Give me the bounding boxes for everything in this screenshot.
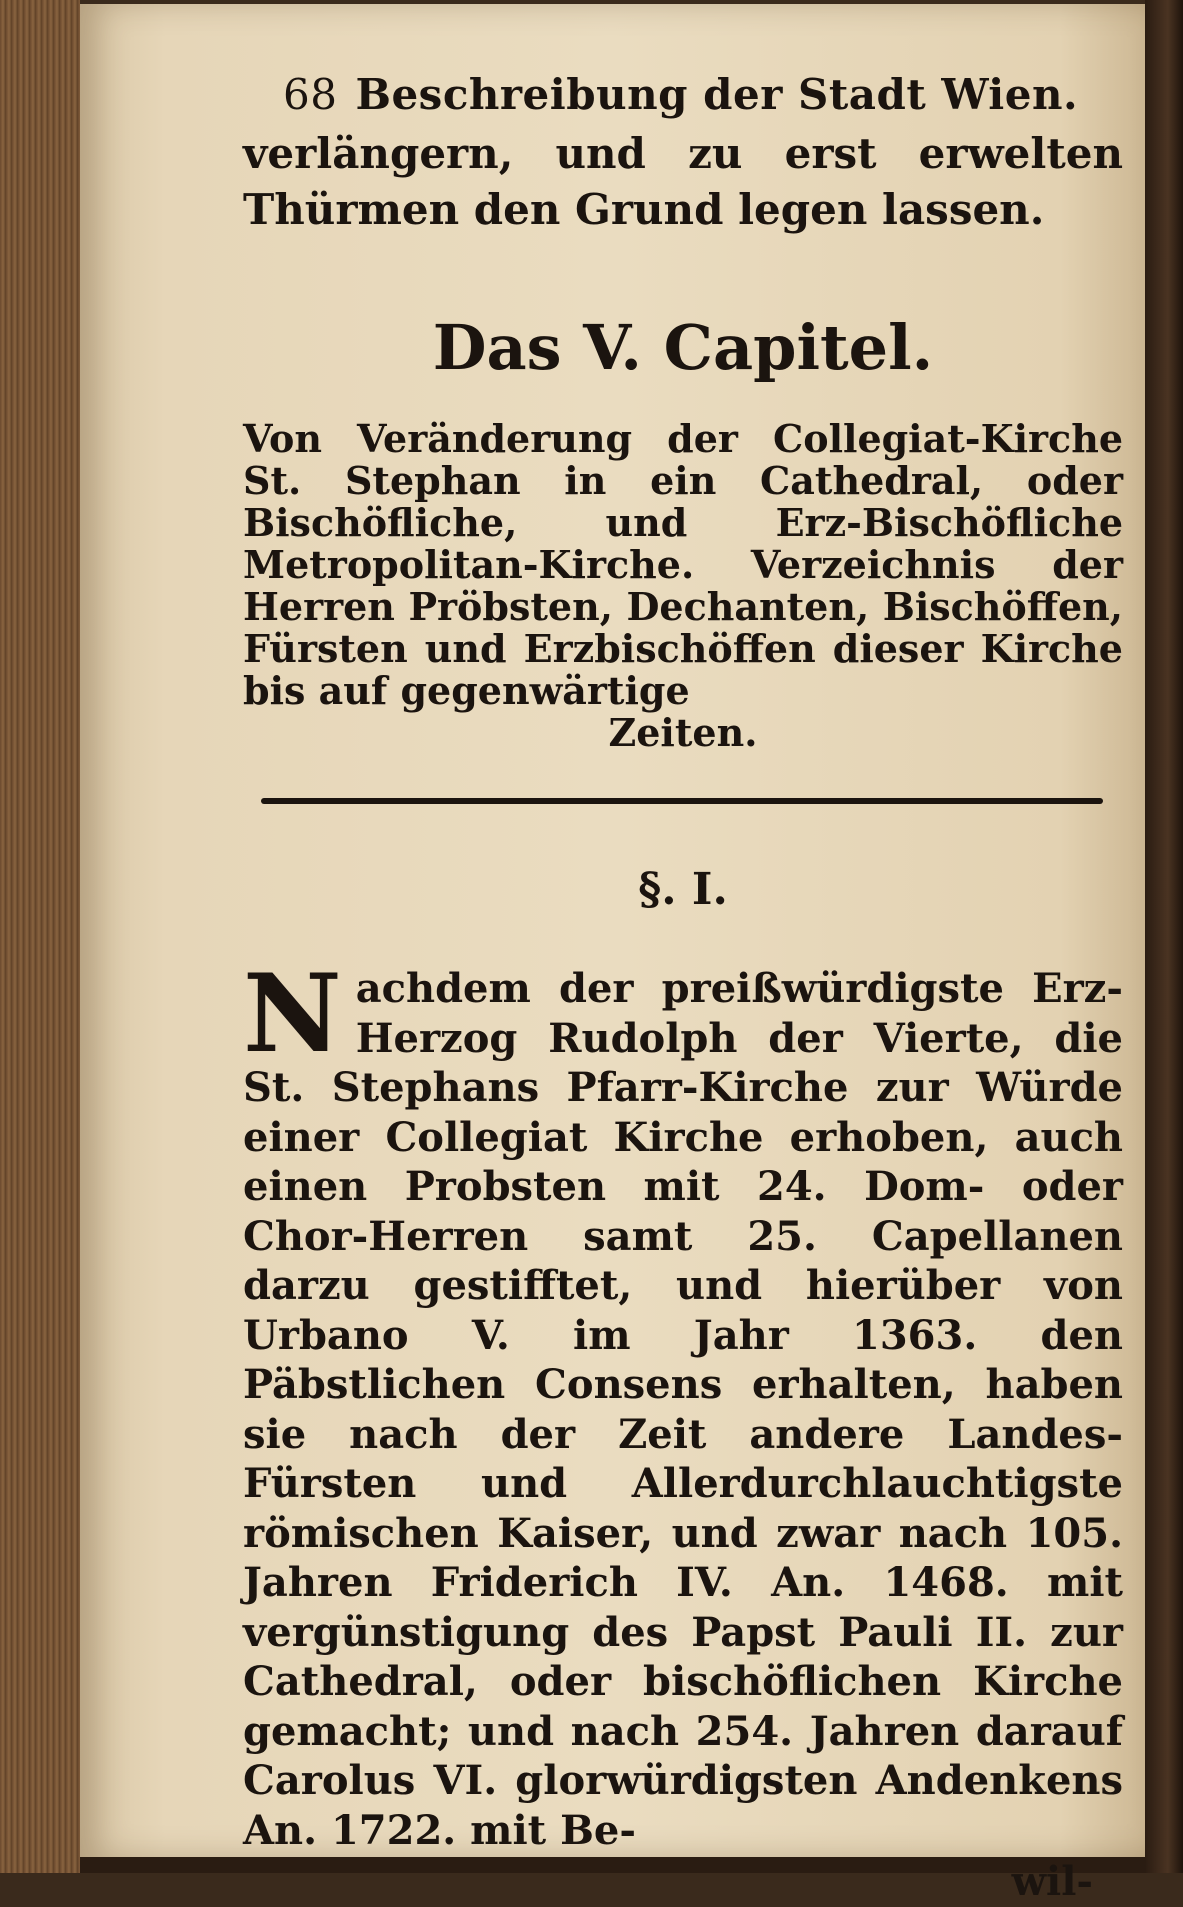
previous-chapter-text: verlängern, und zu erst erwelten Thürmen den Grund legen lassen. xyxy=(243,129,1123,234)
section-body-text: achdem der preißwürdigste Erz-Herzog Rudolph der Vierte, die St. Stephans Pfarr-Kirche zur Würde einer Collegiat Kirche erhoben, auch einen Probsten mit 24. Dom- oder Chor-Herren samt 25. Capellanen darzu gestifftet, und hierüber von Urbano V. im Jahr 1363. den Päbstlichen Consens erhalten, haben sie nach der Zeit andere Landes-Fürsten und Allerdurchlauchtigste römischen Kaiser, und zwar nach 105. Jahren Friderich IV. An. 1468. mit vergünstigung des Papst Pauli II. zur Cathedral, oder bischöflichen Kirche gemacht; und nach 254. Jahren darauf Carolus VI. glorwürdigsten Andenkens An. 1722. mit Be- xyxy=(243,965,1123,1854)
drop-cap-initial: N xyxy=(243,951,342,1077)
book-fore-edge xyxy=(0,0,80,1873)
chapter-title: Das V. Capitel. xyxy=(432,311,934,384)
chapter-summary-last-line: Zeiten. xyxy=(608,710,758,755)
running-title: Beschreibung der Stadt Wien. xyxy=(355,70,1079,119)
chapter-summary xyxy=(243,418,1123,754)
page-content xyxy=(243,70,1123,1907)
horizontal-rule xyxy=(261,798,1103,804)
section-body xyxy=(243,951,1123,1855)
running-head xyxy=(283,70,1123,120)
book-gutter xyxy=(1145,0,1183,1873)
section-heading: §. I. xyxy=(638,864,728,915)
chapter-summary-main: Von Veränderung der Collegiat-Kirche St. Stephan in ein Cathedral, oder Bischöfliche, und Erz-Bischöfliche Metropolitan-Kirche. Verzeichnis der Herren Pröbsten, Dechanten, Bischöffen, Fürsten und Erzbischöffen dieser Kirche bis auf gegenwärtige xyxy=(243,416,1123,713)
page-number: 68 xyxy=(283,70,338,119)
catchword: wil- xyxy=(1011,1858,1093,1905)
